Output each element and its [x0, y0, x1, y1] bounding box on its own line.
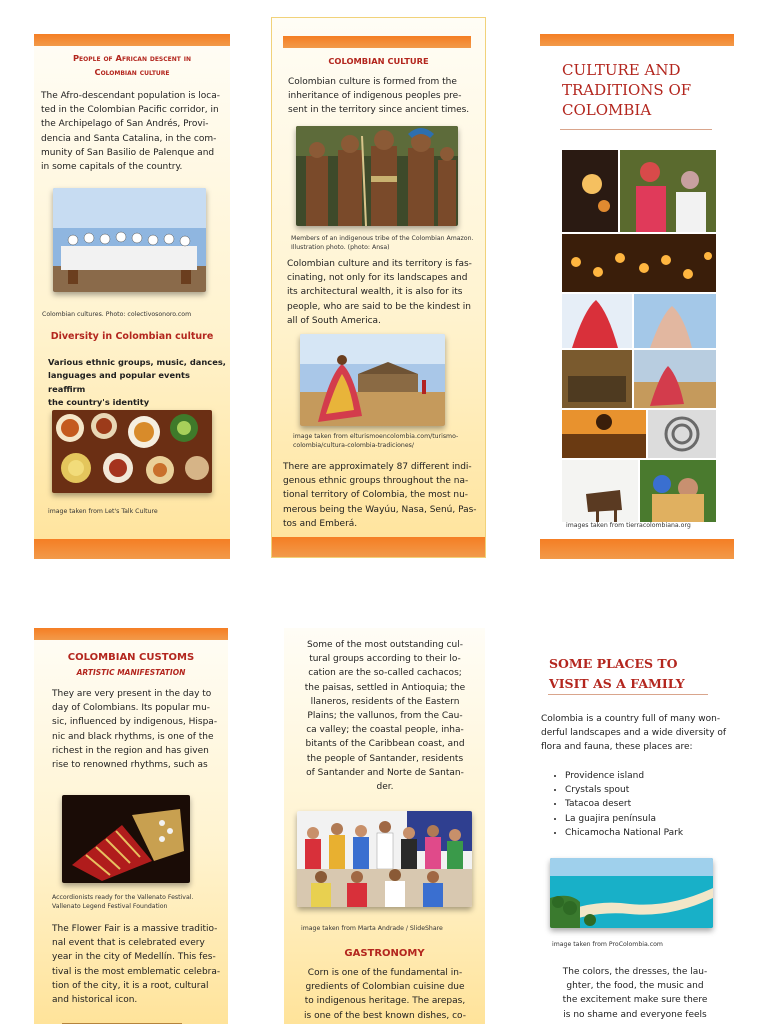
panel-cover — [540, 34, 734, 559]
panel1-body: The Afro-descendant population is loca- ted in the Colombian Pacific corridor, in the Archipelago of San Andrés, Provi- dencia and Santa Catalina, in the com- munity of San Basilio de Palenque and in some capitals of the country. — [41, 91, 220, 173]
panel2-body-2: Colombian culture and its territory is fas- cinating, not only for its landscapes and its architectural wealth, it is also for its people, who are said to be the kindest in all of South America. — [287, 259, 472, 326]
panel2-body-3: There are approximately 87 different indi- genous ethnic groups throughout the na- tional territory of Colombia, the most nu- merous being the Wayúu, Nasa, Senú, Pas- tos and Emberá. — [283, 462, 477, 529]
panel1-caption-2: image taken from Let's Talk Culture — [48, 508, 158, 515]
panel4-body: They are very present in the day to day of Colombians. Its popular mu- sic, influenced by indigenous, Hispa- nic and black rhythms, is one of the richest in the region and has given rise to renowned rhythms, such as — [52, 689, 218, 771]
photo-providence-beach — [550, 858, 713, 928]
panel4-caption: Accordionists ready for the Vallenato Festival. Vallenato Legend Festival Foundation — [52, 894, 194, 910]
panel4-subheading: ARTISTIC MANIFESTATION — [76, 668, 186, 677]
panel2-heading: COLOMBIAN CULTURE — [328, 56, 429, 66]
photo-cultural-groups — [297, 811, 472, 907]
places-title: SOME PLACES TO VISIT AS A FAMILY — [549, 656, 685, 691]
panel4-body-2: The Flower Fair is a massive traditio- nal event that is celebrated every year in the city of Medellín. This fes- tival is the most emblematic celebra- tion of the city, it is a root, cultural and historical icon. — [52, 924, 221, 1006]
photo-afro-dancers — [53, 188, 206, 292]
panel5-heading: GASTRONOMY — [344, 948, 425, 959]
panel-places-to-visit — [520, 628, 734, 1024]
title-rule — [560, 129, 712, 130]
panel2-caption-2: image taken from elturismoencolombia.com/turismo- colombia/cultura-colombia-tradiciones/ — [293, 433, 459, 449]
places-list — [543, 769, 734, 840]
panel-afro-descendant — [34, 34, 230, 559]
panel-colombian-customs — [34, 628, 228, 1024]
panel-top-band — [540, 34, 734, 46]
panel-top-band — [283, 36, 471, 48]
cover-caption: images taken from tierracolombiana.org — [566, 522, 691, 529]
photo-collage — [562, 150, 716, 522]
title-rule — [548, 694, 708, 695]
list-item: • Tatacoa desert — [565, 797, 734, 811]
panel-colombian-culture — [271, 17, 486, 558]
panel-cultural-groups — [284, 628, 485, 1024]
panel1-body-2: Various ethnic groups, music, dances, languages and popular events reaffirm the country's identity — [48, 357, 226, 408]
panel5-body-2: Corn is one of the fundamental in- gredients of Colombian cuisine due to indigenous heritage. The arepas, is one of the best known dishes, co- — [304, 968, 466, 1021]
list-item: • Chicamocha National Park — [565, 826, 734, 840]
panel1-caption-1: Colombian cultures. Photo: colectivosonoro.com — [42, 311, 192, 318]
panel-top-band — [34, 34, 230, 46]
panel6-body: Colombia is a country full of many won- derful landscapes and a wide diversity of flora and fauna, these places are: — [541, 714, 727, 753]
panel-bottom-band — [540, 539, 734, 559]
panel2-caption-1: Members of an indigenous tribe of the Colombian Amazon. Illustration photo. (photo: Ansa) — [291, 235, 474, 251]
photo-accordion — [62, 795, 190, 883]
list-item: • Providence island — [565, 769, 734, 783]
photo-indigenous-tribe — [296, 126, 458, 226]
panel-bottom-band — [34, 539, 230, 559]
cover-title: CULTURE AND TRADITIONS OF COLOMBIA — [562, 61, 692, 119]
list-item: • Crystals spout — [565, 783, 734, 797]
panel2-body: Colombian culture is formed from the inheritance of indigenous peoples pre- sent in the territory since ancient times. — [288, 77, 470, 116]
panel1-heading: People of African descent in Colombian culture — [72, 53, 192, 77]
panel5-body: Some of the most outstanding cul- tural groups according to their lo- cation are the so-called cachacos; the paisas, settled in Antioquia; the llaneros, residents of the Eastern Plains; the vallunos, from the Cau- ca valley; the coastal people, inha- bitants of the Caribbean coast, and the people of Santander, residents of Santander and Norte de Santan- der. — [304, 640, 466, 793]
panel4-heading: COLOMBIAN CUSTOMS — [67, 652, 195, 663]
photo-flower-fair — [62, 1018, 182, 1024]
panel6-body-2: The colors, the dresses, the lau- ghter, the food, the music and the excitement make sure there is no shame and everyone feels — [562, 967, 708, 1020]
panel-top-band — [34, 628, 228, 640]
list-item: • La guajira península — [565, 812, 734, 826]
panel1-subheading: Diversity in Colombian culture — [50, 331, 214, 342]
panel6-caption: image taken from ProColombia.com — [552, 941, 663, 948]
panel5-caption: image taken from Marta Andrade / SlideShare — [301, 925, 443, 932]
photo-wayuu-dancer — [300, 334, 445, 426]
panel-bottom-band — [272, 537, 485, 557]
photo-colombian-food — [52, 410, 212, 493]
